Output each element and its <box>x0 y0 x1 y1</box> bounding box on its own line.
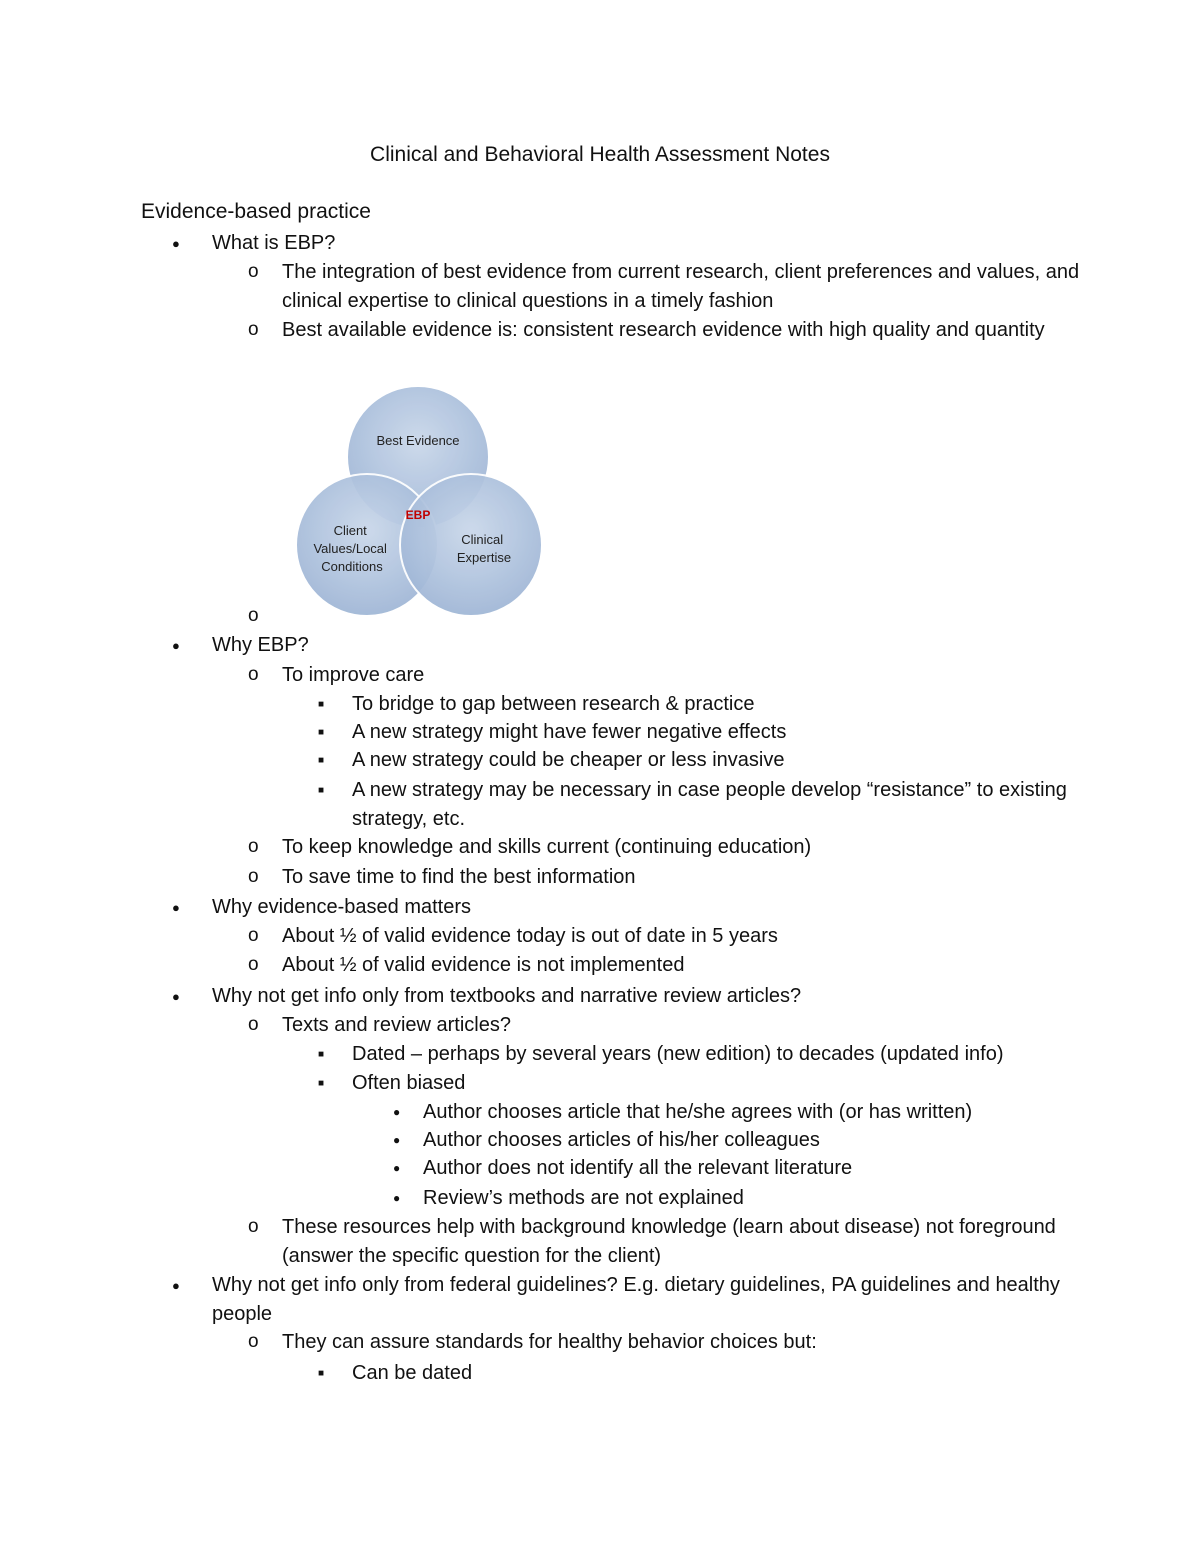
list-item: o About ½ of valid evidence today is out of date in 5 years <box>282 922 1082 951</box>
venn-label-left-2: Values/Local <box>313 541 387 556</box>
venn-label-right-2: Expertise <box>456 550 512 565</box>
list-item: o About ½ of valid evidence is not implemented <box>282 951 1082 980</box>
list-item: ■ Can be dated <box>352 1359 1072 1388</box>
list-item: ● Author chooses articles of his/her colleagues <box>423 1126 1073 1155</box>
list-item: ● Why not get info only from textbooks and narrative review articles? <box>212 982 1082 1011</box>
venn-label-right-1: Clinical <box>461 532 504 547</box>
list-item: o Best available evidence is: consistent research evidence with high quality and quantity <box>282 316 1082 345</box>
page-title: Clinical and Behavioral Health Assessment Notes <box>370 143 830 166</box>
list-item: ● Author chooses article that he/she agrees with (or has written) <box>423 1098 1073 1127</box>
list-item: ■ A new strategy might have fewer negative effects <box>352 718 1072 747</box>
list-item: o The integration of best evidence from current research, client preferences and values, and clinical expertise to clinical questions in a timely fashion <box>282 258 1082 316</box>
venn-label-top: Best Evidence <box>376 433 460 448</box>
list-item: ■ Often biased <box>352 1069 1072 1098</box>
list-item: ■ To bridge to gap between research & practice <box>352 690 1072 719</box>
venn-label-center: EBP <box>405 508 431 522</box>
list-item: ● Review’s methods are not explained <box>423 1184 1073 1213</box>
list-item: ● Why evidence-based matters <box>212 893 1082 922</box>
section-heading: Evidence-based practice <box>141 200 371 223</box>
list-item: ■ A new strategy could be cheaper or less invasive <box>352 746 1072 775</box>
list-item: ● Why not get info only from federal guidelines? E.g. dietary guidelines, PA guidelines and healthy people <box>212 1271 1082 1329</box>
list-item: o Texts and review articles? <box>282 1011 1082 1040</box>
list-item: ■ Dated – perhaps by several years (new edition) to decades (updated info) <box>352 1040 1072 1069</box>
ebp-venn-diagram <box>290 385 550 620</box>
list-item: o They can assure standards for healthy behavior choices but: <box>282 1328 1082 1357</box>
venn-label-left-1: Client <box>333 523 367 538</box>
list-item: o To improve care <box>282 661 1082 690</box>
list-item: ● Why EBP? <box>212 631 1082 660</box>
list-item: o These resources help with background knowledge (learn about disease) not foreground (answer the specific question for the client) <box>282 1213 1082 1271</box>
list-item: o To save time to find the best information <box>282 863 1082 892</box>
list-item: ■ A new strategy may be necessary in case people develop “resistance” to existing strategy, etc. <box>352 776 1072 834</box>
venn-label-left-3: Conditions <box>321 559 383 574</box>
list-item: ● What is EBP? <box>212 229 1082 258</box>
list-item: o To keep knowledge and skills current (continuing education) <box>282 833 1082 862</box>
list-item: ● Author does not identify all the relevant literature <box>423 1154 1073 1183</box>
